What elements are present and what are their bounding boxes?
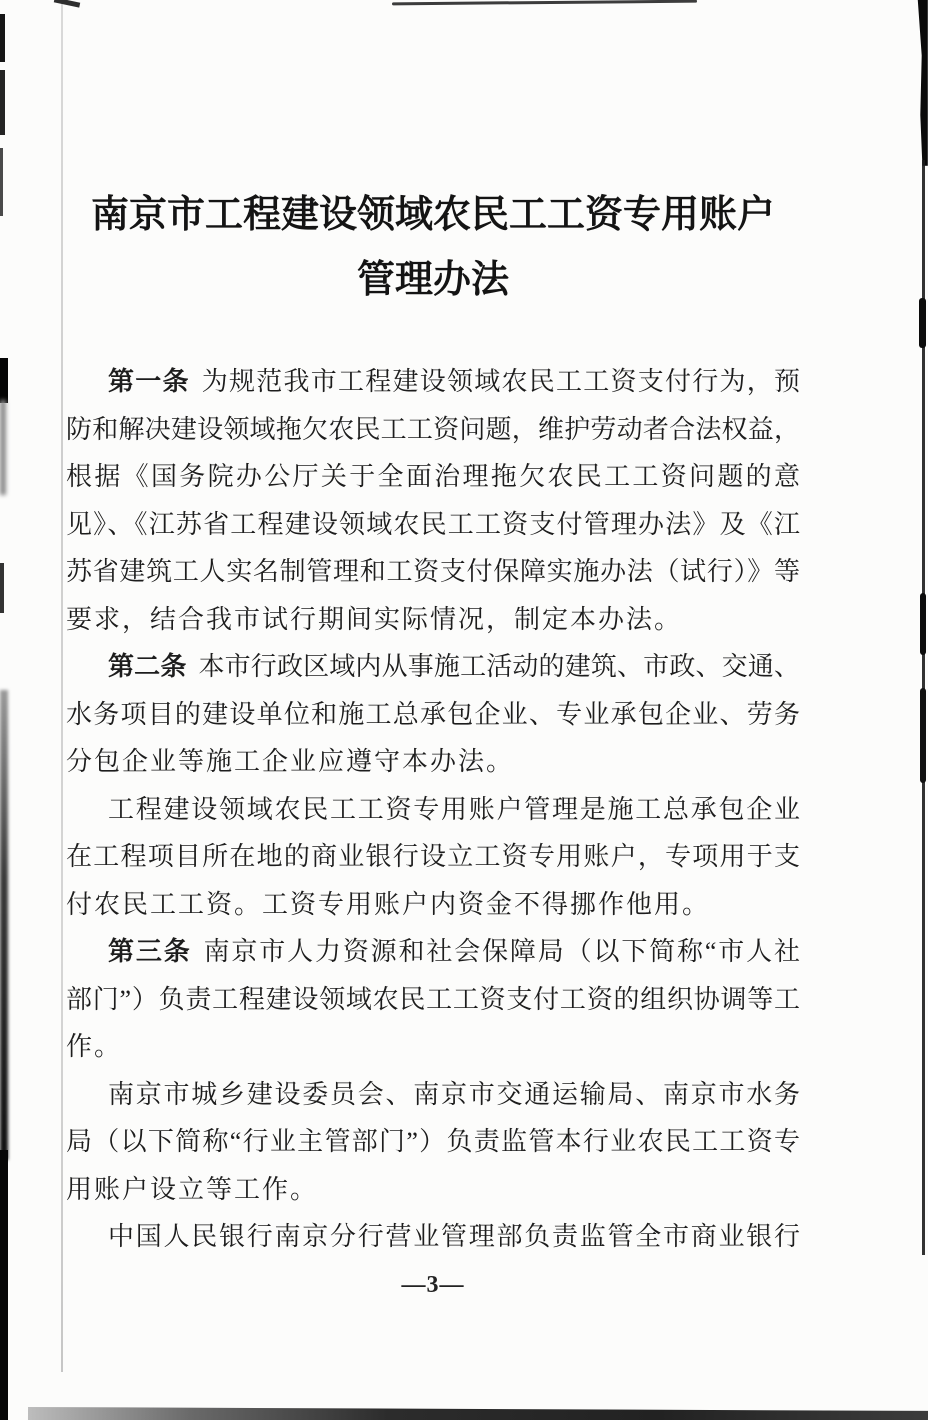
- scan-mark-left-edge: [0, 14, 5, 62]
- scan-mark-right-edge: [919, 298, 926, 348]
- doc-line: 工程建设领域农民工工资专用账户管理是施工总承包企业: [108, 794, 800, 824]
- scan-mark-top-left: [54, 0, 80, 8]
- doc-line: 付农民工工资。工资专用账户内资金不得挪作他用。: [66, 889, 711, 919]
- article-number: 第二条: [108, 652, 187, 681]
- scan-mark-right-edge: [914, 0, 928, 166]
- scan-mark-left-edge: [0, 1150, 8, 1420]
- scan-mark-left-edge: [0, 70, 5, 135]
- document-title-line1: 南京市工程建设领域农民工工资专用账户: [90, 194, 775, 236]
- doc-line: 见》、《江苏省工程建设领域农民工工资支付管理办法》及《江: [66, 509, 800, 539]
- scan-crease-line: [61, 0, 63, 1372]
- doc-line: 第三条 南京市人力资源和社会保障局（以下简称“市人社: [108, 937, 800, 966]
- doc-line: 分包企业等施工企业应遵守本办法。: [66, 747, 515, 776]
- doc-line: 在工程项目所在地的商业银行设立工资专用账户，专项用于支: [66, 842, 800, 871]
- doc-line: 水务项目的建设单位和施工总承包企业、专业承包企业、劳务: [66, 699, 800, 729]
- doc-line: 用账户设立等工作。: [66, 1174, 319, 1204]
- doc-line: 中国人民银行南京分行营业管理部负责监管全市商业银行: [108, 1222, 800, 1251]
- scan-mark-right-edge: [920, 593, 926, 655]
- doc-line: 第一条 为规范我市工程建设领域农民工工资支付行为，预: [108, 367, 800, 396]
- document-title: [66, 183, 800, 313]
- doc-line: 局（以下简称“行业主管部门”）负责监管本行业农民工工资专: [66, 1127, 800, 1156]
- doc-line: 作。: [66, 1032, 123, 1061]
- page-number: —3—: [401, 1272, 465, 1298]
- document-title-line2: 管理办法: [356, 259, 509, 301]
- article-number: 第三条: [108, 937, 192, 966]
- scan-mark-left-edge: [0, 148, 3, 216]
- scan-mark-right-edge: [922, 160, 925, 1255]
- scan-mark-left-edge: [0, 690, 8, 1160]
- scan-mark-left-edge: [0, 563, 4, 613]
- article-number: 第一条: [108, 367, 190, 396]
- doc-line: 第二条 本市行政区域内从事施工活动的建筑、市政、交通、: [108, 652, 800, 681]
- doc-line: 防和解决建设领域拖欠农民工工资问题，维护劳动者合法权益，: [66, 414, 800, 444]
- scan-mark-right-edge: [920, 688, 926, 783]
- doc-line: 苏省建筑工人实名制管理和工资支付保障实施办法（试行）》等: [66, 557, 800, 586]
- doc-line: 要求，结合我市试行期间实际情况，制定本办法。: [66, 604, 683, 634]
- scan-mark-top-edge: [392, 0, 697, 5]
- doc-line: 部门”）负责工程建设领域农民工工资支付工资的组织协调等工: [66, 984, 800, 1014]
- document-body: [66, 358, 800, 1261]
- doc-line: 南京市城乡建设委员会、南京市交通运输局、南京市水务: [108, 1079, 800, 1109]
- scan-mark-left-edge: [0, 358, 8, 403]
- scan-mark-left-edge: [0, 400, 6, 495]
- doc-line: 根据《国务院办公厅关于全面治理拖欠农民工工资问题的意: [66, 462, 800, 491]
- scan-mark-bottom-edge: [28, 1407, 928, 1420]
